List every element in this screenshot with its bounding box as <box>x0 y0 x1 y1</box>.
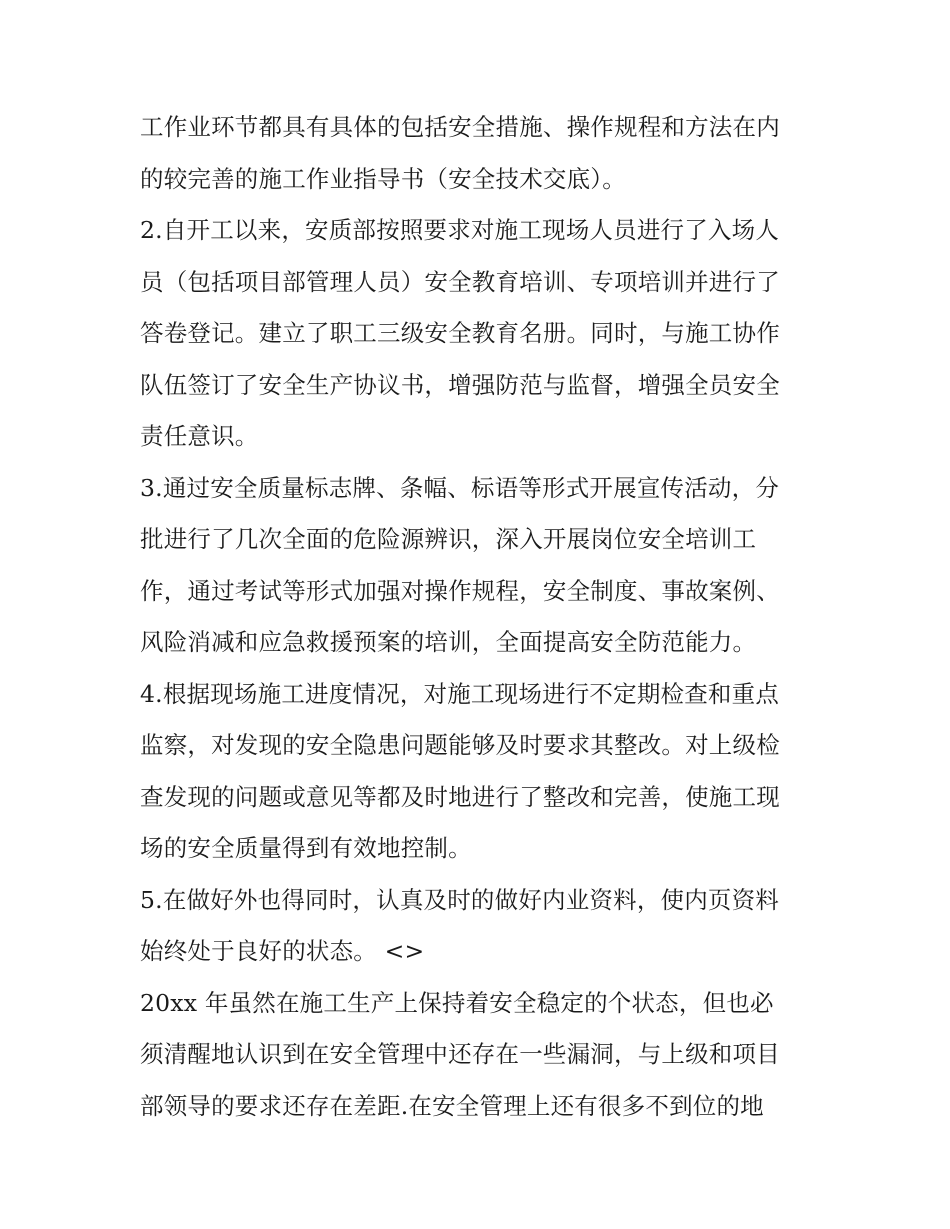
text-line: 员（包括项目部管理人员）安全教育培训、专项培训并进行了 <box>140 267 780 296</box>
text-line: 场的安全质量得到有效地控制。 <box>140 834 472 862</box>
text-line: 答卷登记。建立了职工三级安全教育名册。同时，与施工协作 <box>140 319 780 347</box>
text-line: 批进行了几次全面的危险源辨识，深入开展岗位安全培训工 <box>140 525 757 553</box>
text-line: 工作业环节都具有具体的包括安全措施、操作规程和方法在内 <box>140 113 780 141</box>
text-line: 作，通过考试等形式加强对操作规程，安全制度、事故案例、 <box>140 576 780 605</box>
text-line: 20xx 年虽然在施工生产上保持着安全稳定的个状态，但也必 <box>140 988 774 1017</box>
text-line: 4.根据现场施工进度情况，对施工现场进行不定期检查和重点 <box>140 679 780 708</box>
text-line: 部领导的要求还存在差距.在安全管理上还有很多不到位的地 <box>140 1091 764 1120</box>
text-line: 风险消减和应急救援预案的培训，全面提高安全防范能力。 <box>140 628 757 656</box>
text-line: 监察，对发现的安全隐患问题能够及时要求其整改。对上级检 <box>140 731 780 759</box>
text-line: 查发现的问题或意见等都及时地进行了整改和完善，使施工现 <box>140 782 780 811</box>
text-line: 的较完善的施工作业指导书（安全技术交底）。 <box>140 164 626 193</box>
text-line: 始终处于良好的状态。 <> <box>140 937 425 965</box>
text-line: 须清醒地认识到在安全管理中还存在一些漏洞，与上级和项目 <box>140 1040 780 1068</box>
text-line: 3.通过安全质量标志牌、条幅、标语等形式开展宣传活动，分 <box>140 473 780 502</box>
document-body <box>140 102 830 1132</box>
text-line: 5.在做好外也得同时，认真及时的做好内业资料，使内页资料 <box>140 885 780 914</box>
text-line: 责任意识。 <box>140 422 259 450</box>
text-line: 队伍签订了安全生产协议书，增强防范与监督，增强全员安全 <box>140 370 780 399</box>
text-line: 2.自开工以来，安质部按照要求对施工现场人员进行了入场人 <box>140 216 780 244</box>
